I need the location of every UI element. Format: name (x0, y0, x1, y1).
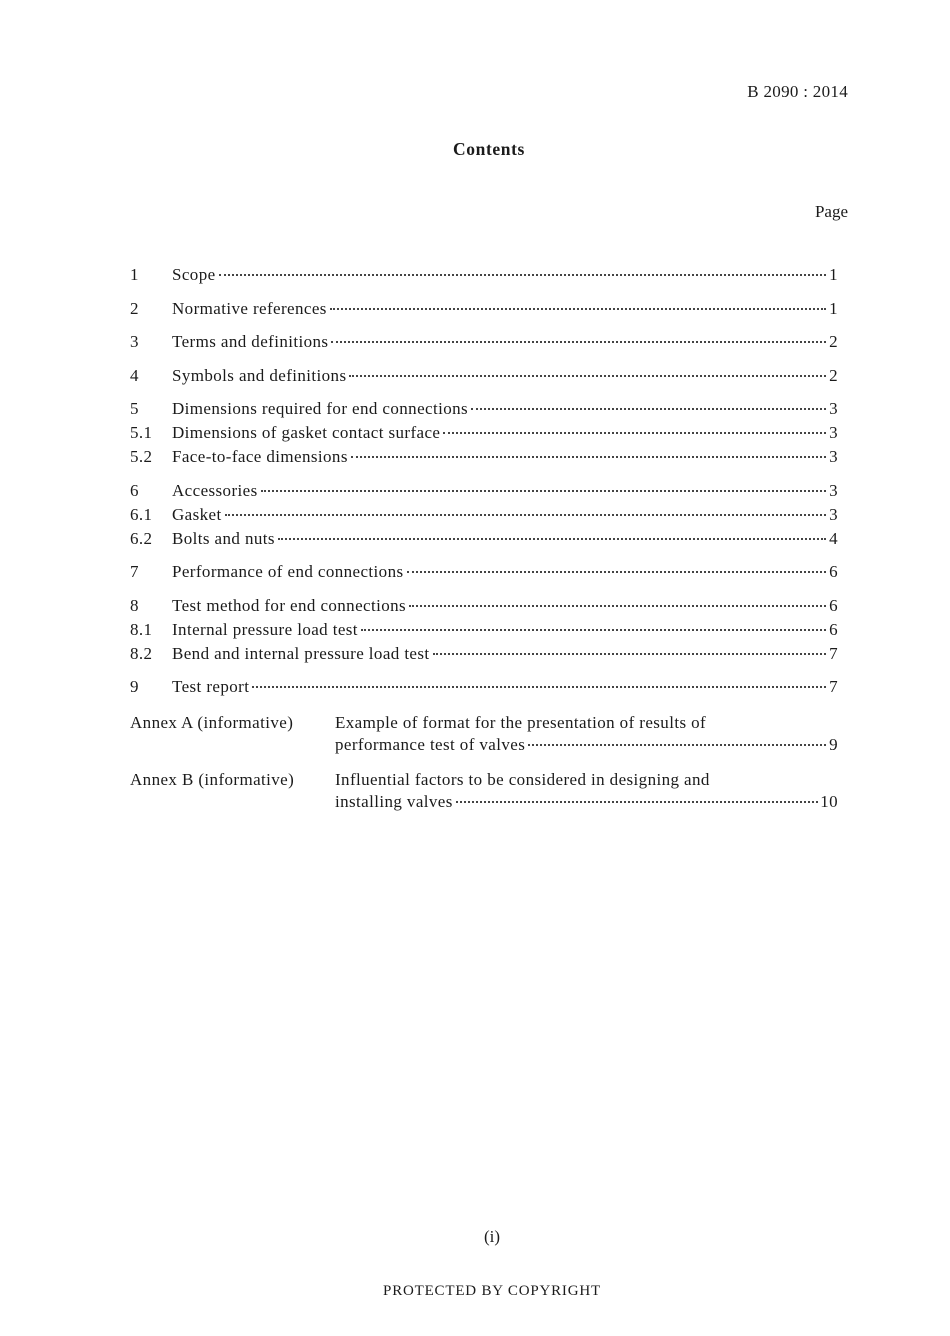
toc-entry[interactable] (130, 505, 838, 529)
dot-leader (433, 653, 826, 655)
toc-entry-number: 6.2 (130, 528, 153, 548)
toc-entry-number: 8.1 (130, 619, 153, 639)
toc-entry-page: 6 (829, 595, 838, 615)
toc-entry[interactable] (130, 481, 838, 505)
toc-entry-number: 6 (130, 480, 139, 500)
toc-entry-page: 2 (829, 332, 838, 351)
toc-entry[interactable] (130, 562, 838, 586)
toc-entry[interactable] (130, 644, 838, 668)
annex-title-continuation: performance test of valves (335, 734, 526, 754)
toc-entry-number: 5.1 (130, 423, 153, 442)
toc-entry-title: Dimensions of gasket contact surface (172, 423, 441, 442)
page-title: Contents (453, 139, 525, 159)
dot-leader (349, 375, 826, 377)
toc-entry-number: 1 (130, 265, 139, 284)
toc-annex-entry[interactable] (130, 768, 838, 816)
dot-leader (330, 308, 826, 310)
toc-entry[interactable] (130, 596, 838, 620)
toc-entry-title: Face-to-face dimensions (172, 447, 348, 466)
page-column-label: Page (814, 202, 848, 221)
toc-entry[interactable] (130, 399, 838, 423)
toc-entry-number: 3 (130, 332, 139, 351)
toc-entry-page: 6 (829, 619, 838, 639)
toc-entry-page: 3 (829, 480, 838, 500)
toc-entry-title: Bolts and nuts (172, 528, 275, 548)
annex-title-line (335, 792, 838, 816)
toc-entry-number: 8.2 (130, 643, 153, 663)
toc-entry-number: 4 (130, 365, 139, 385)
toc-entry-title: Internal pressure load test (172, 619, 358, 639)
toc-entry-page: 7 (829, 677, 838, 696)
annex-title (335, 711, 838, 759)
dot-leader (261, 490, 826, 492)
annex-page: 10 (820, 791, 838, 811)
toc-group (130, 299, 838, 323)
dot-leader (409, 605, 826, 607)
annex-title-continuation: installing valves (335, 791, 453, 811)
toc-entry[interactable] (130, 366, 838, 390)
toc-entry-page: 4 (829, 528, 838, 548)
toc-entry-number: 6.1 (130, 504, 153, 524)
toc-entry-page: 3 (829, 399, 838, 418)
toc-entry-number: 9 (130, 677, 139, 696)
toc-entry-page: 7 (829, 643, 838, 663)
dot-leader (361, 629, 826, 631)
toc-entry-page: 1 (829, 298, 838, 318)
toc-entry-page: 1 (829, 265, 838, 284)
page-folio: (i) (483, 1227, 501, 1246)
toc-entry-number: 5.2 (130, 447, 153, 466)
toc-entry-title: Scope (172, 265, 216, 284)
dot-leader (407, 571, 827, 573)
toc-entry-page: 3 (829, 447, 838, 466)
toc-entry-title: Normative references (172, 298, 327, 318)
toc-group (130, 332, 838, 356)
toc-entry-page: 3 (829, 423, 838, 442)
annex-title-line: Influential factors to be considered in designing and (335, 769, 710, 789)
annex-tag: Annex B (informative) (130, 769, 295, 789)
toc-entry-number: 5 (130, 399, 139, 418)
toc-entry[interactable] (130, 529, 838, 553)
toc-entry[interactable] (130, 423, 838, 447)
toc-group (130, 562, 838, 586)
dot-leader (456, 801, 818, 803)
toc-entry[interactable] (130, 332, 838, 356)
toc-group (130, 677, 838, 701)
dot-leader (225, 514, 826, 516)
toc-entry-title: Symbols and definitions (172, 365, 347, 385)
copyright-notice: PROTECTED BY COPYRIGHT (383, 1283, 601, 1299)
toc-entry-page: 3 (829, 504, 838, 524)
annex-tag: Annex A (informative) (130, 712, 294, 732)
annex-title (335, 768, 838, 816)
annex-title-line: Example of format for the presentation of results of (335, 712, 707, 732)
toc-group (130, 265, 838, 289)
toc-entry-title: Gasket (172, 504, 222, 524)
toc-group (130, 366, 838, 390)
toc-group (130, 399, 838, 471)
dot-leader (331, 341, 826, 343)
toc-entry-title: Test method for end connections (172, 595, 407, 615)
standard-number: B 2090 : 2014 (747, 82, 848, 101)
toc-entry-title: Terms and definitions (172, 332, 329, 351)
annex-page: 9 (829, 734, 838, 754)
toc-entry-title: Accessories (172, 480, 258, 500)
dot-leader (219, 274, 826, 276)
toc-entry-title: Test report (172, 677, 250, 696)
toc-entry[interactable] (130, 299, 838, 323)
toc-entry-title: Bend and internal pressure load test (172, 643, 430, 663)
annex-title-line (335, 735, 838, 759)
toc-annex-entry[interactable] (130, 711, 838, 759)
dot-leader (443, 432, 826, 434)
dot-leader (528, 744, 826, 746)
toc-entry-page: 2 (829, 365, 838, 385)
toc-entry-number: 7 (130, 562, 139, 581)
toc-entry-number: 8 (130, 595, 139, 615)
toc-entry[interactable] (130, 677, 838, 701)
toc-group (130, 596, 838, 668)
toc-entry[interactable] (130, 265, 838, 289)
dot-leader (252, 686, 826, 688)
dot-leader (278, 538, 826, 540)
toc-entry-title: Performance of end connections (172, 562, 404, 581)
table-of-contents (130, 265, 838, 825)
toc-entry-page: 6 (829, 562, 838, 581)
toc-entry[interactable] (130, 620, 838, 644)
toc-entry-title: Dimensions required for end connections (172, 399, 469, 418)
dot-leader (471, 408, 826, 410)
toc-group (130, 481, 838, 553)
toc-entry[interactable] (130, 447, 838, 471)
toc-entry-number: 2 (130, 298, 139, 318)
dot-leader (351, 456, 826, 458)
